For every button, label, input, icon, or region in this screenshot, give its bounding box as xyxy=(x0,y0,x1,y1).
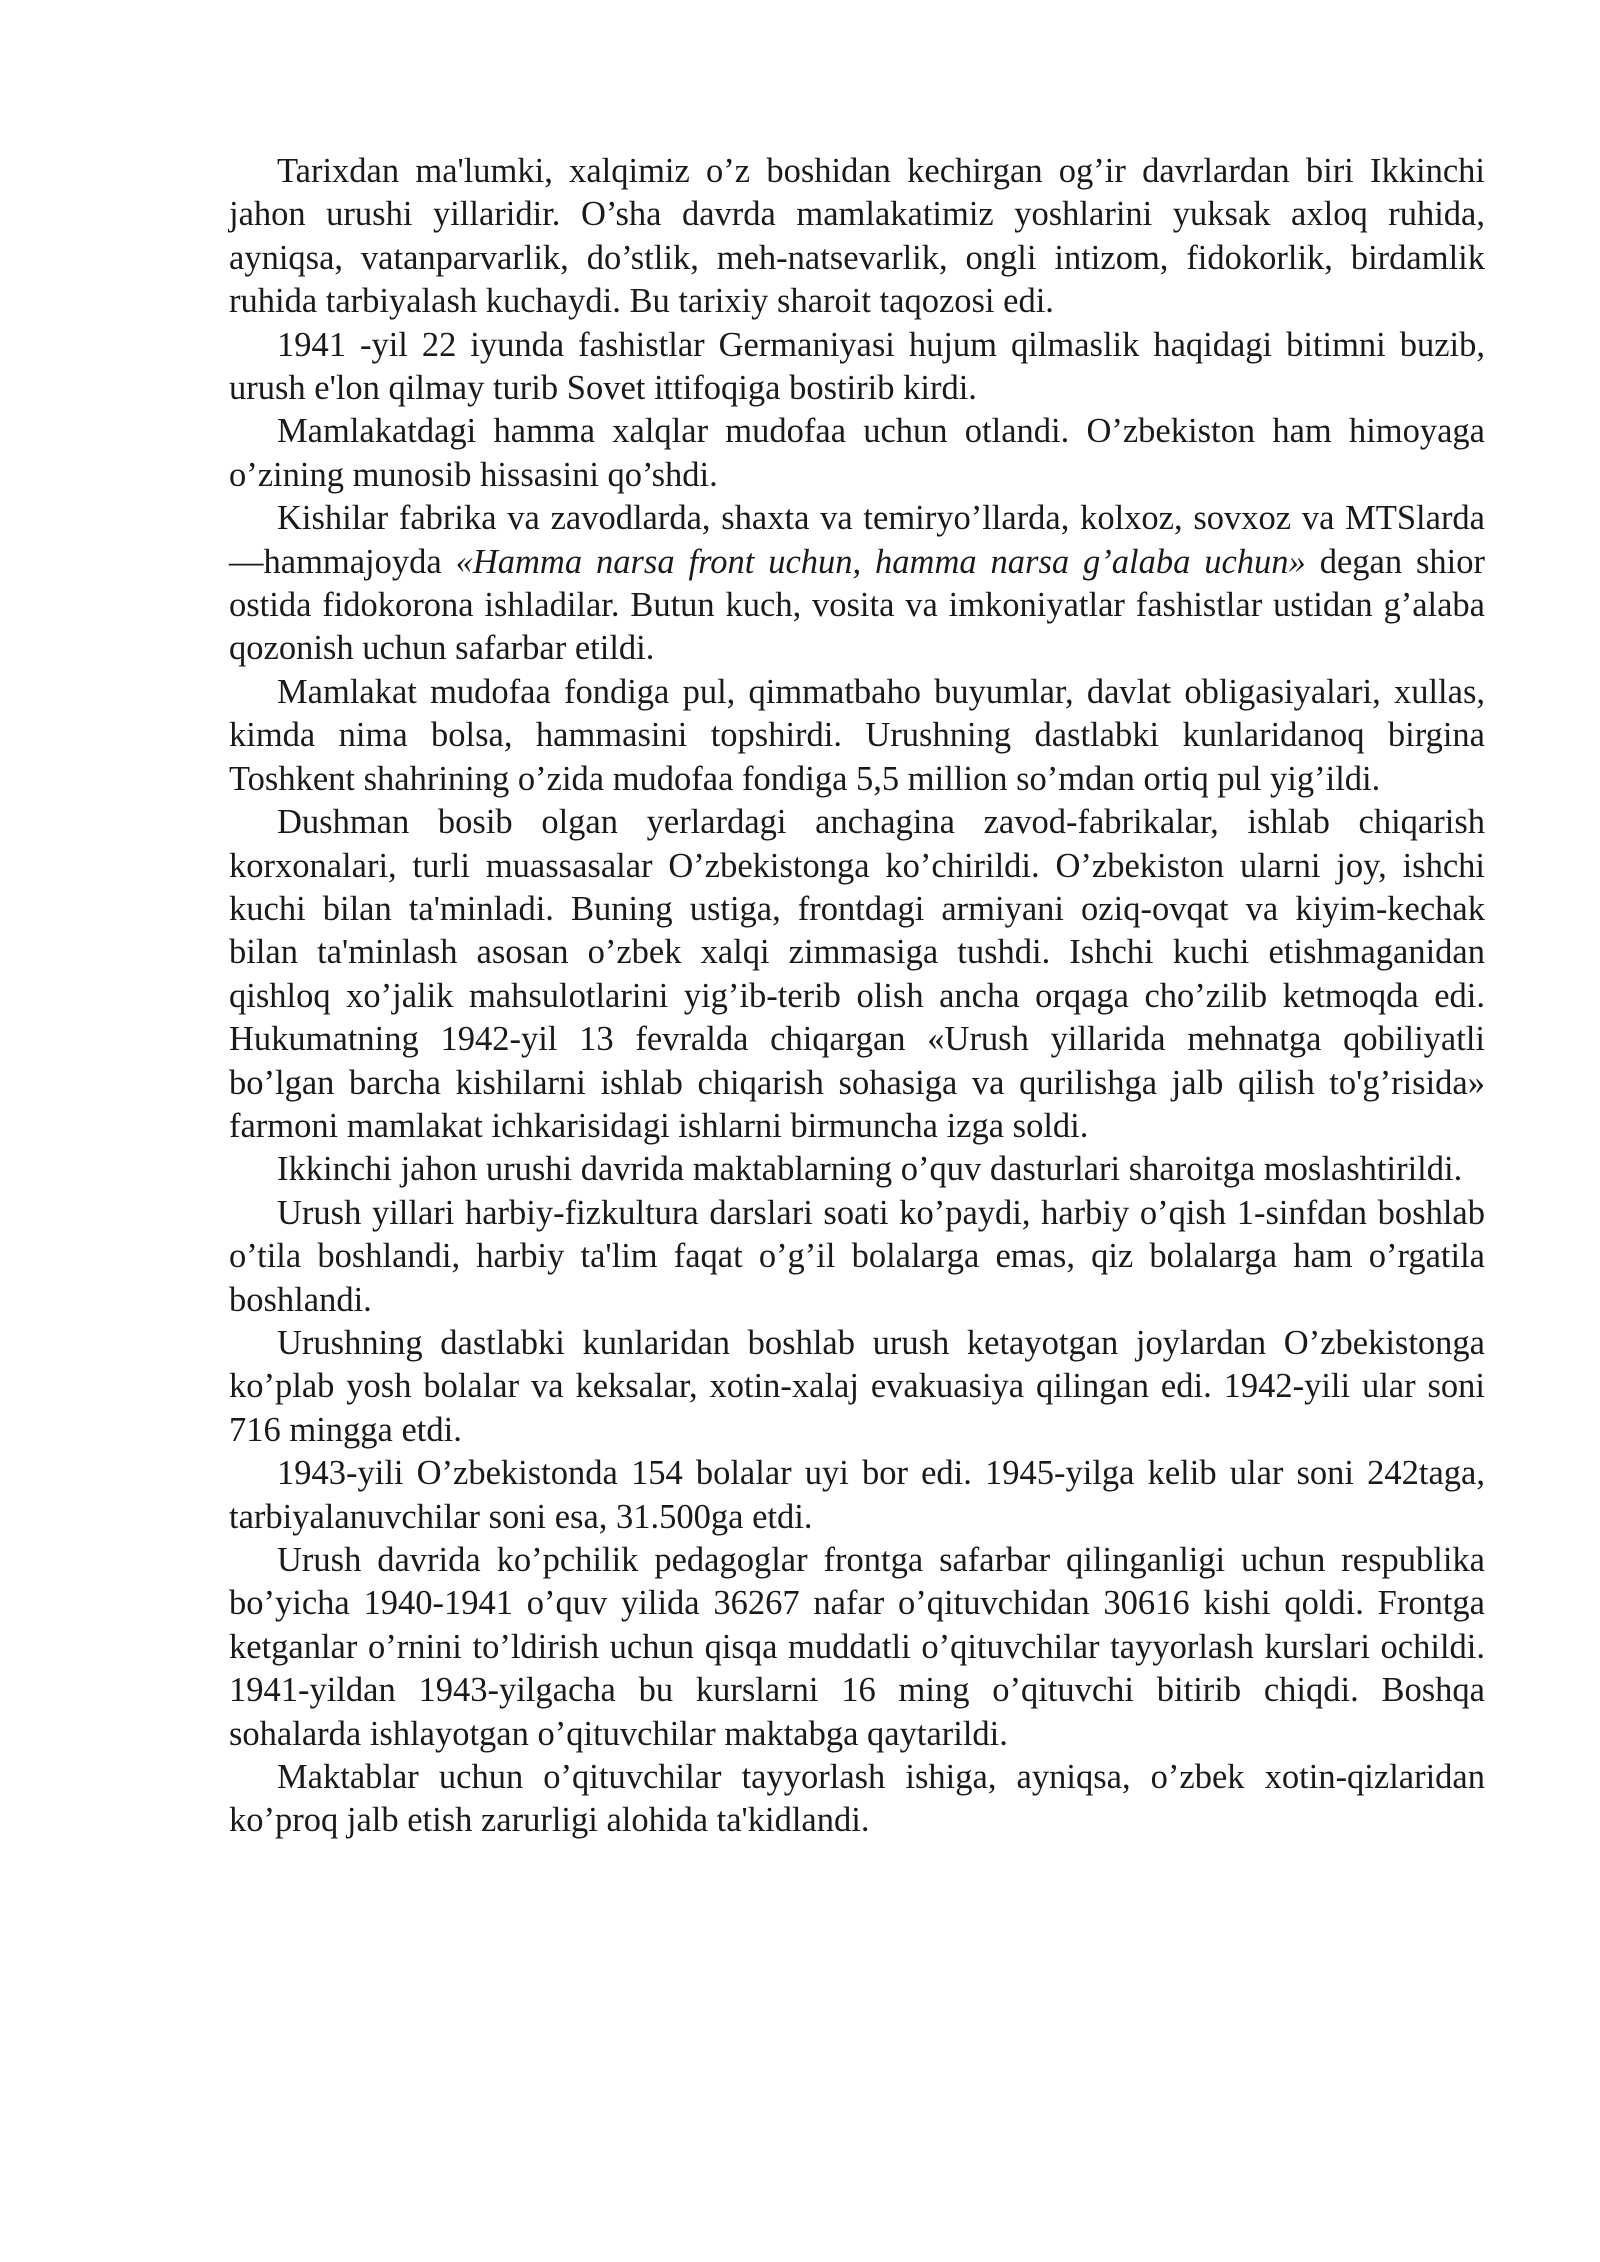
paragraph-5: Mamlakat mudofaa fondiga pul, qimmatbaho buyumlar, davlat obligasiyalari, xullas, kimda nima bolsa, hammasini topshirdi. Urushning dastlabki kunlaridanoq birgina Toshkent shahrining o’zida mudofaa fondiga 5,5 million so’mdan ortiq pul yig’ildi. xyxy=(229,672,1485,798)
paragraph-8: Urush yillari harbiy-fizkultura darslari soati ko’paydi, harbiy o’qish 1-sinfdan boshlab o’tila boshlandi, harbiy ta'lim faqat o’g’il bolalarga emas, qiz bolalarga ham o’rgatila boshlandi. xyxy=(229,1193,1485,1319)
paragraph-2: 1941 -yil 22 iyunda fashistlar Germaniyasi hujum qilmaslik haqidagi bitimni buzib, urush e'lon qilmay turib Sovet ittifoqiga bostirib kirdi. xyxy=(229,325,1485,408)
paragraph-3: Mamlakatdagi hamma xalqlar mudofaa uchun otlandi. O’zbekiston ham himoyaga o’zining munosib hissasini qo’shdi. xyxy=(229,412,1485,494)
paragraph-9: Urushning dastlabki kunlaridan boshlab urush ketayotgan joylardan O’zbekistonga ko’plab yosh bolalar va keksalar, xotin-xalaj evakuasiya qilingan edi. 1942-yili ular soni 716 mingga etdi. xyxy=(229,1323,1485,1449)
paragraph-7: Ikkinchi jahon urushi davrida maktablarning o’quv dasturlari sharoitga moslashtirildi. xyxy=(277,1150,1463,1189)
paragraph-1: Tarixdan ma'lumki, xalqimiz o’z boshidan kechirgan og’ir davrlardan biri Ikkinchi jahon urushi yillaridir. O’sha davrda mamlakatimiz yoshlarini yuksak axloq ruhida, ayniqsa, vatanparvarlik, do’stlik, meh-natsevarlik, ongli intizom, fidokorlik, birdamlik ruhida tarbiyalash kuchaydi. Bu tarixiy sharoit taqozosi edi. xyxy=(229,152,1485,321)
slogan-quote: «Hamma narsa front uchun, hamma narsa g’alaba uchun» xyxy=(455,542,1306,581)
paragraph-4 xyxy=(229,497,1485,671)
document-page xyxy=(229,150,1485,1843)
paragraph-4-tail: degan shior ostida fidokorona ishladilar. Butun kuch, vosita va imkoniyatlar fashistlar ustidan g’alaba qozonish uchun safarbar etildi. xyxy=(229,542,1485,668)
paragraph-6: Dushman bosib olgan yerlardagi anchagina zavod-fabrikalar, ishlab chiqarish korxonalari, turli muassasalar O’zbekistonga ko’chirildi. O’zbekiston ularni joy, ishchi kuchi bilan ta'minladi. Buning ustiga, frontdagi armiyani oziq-ovqat va kiyim-kechak bilan ta'minlash asosan o’zbek xalqi zimmasiga tushdi. Ishchi kuchi etishmaganidan qishloq xo’jalik mahsulotlarini yig’ib-terib olish ancha orqaga cho’zilib ketmoqda edi. Hukumatning 1942-yil 13 fevralda chiqargan «Urush yillarida mehnatga qobiliyatli bo’lgan barcha kishilarni ishlab chiqarish sohasiga va qurilishga jalb qilish to'g’risida» farmoni mamlakat ichkarisidagi ishlarni birmuncha izga soldi. xyxy=(229,803,1485,1145)
paragraph-11: Urush davrida ko’pchilik pedagoglar frontga safarbar qilinganligi uchun respublika bo’yicha 1940-1941 o’quv yilida 36267 nafar o’qituvchidan 30616 kishi qoldi. Frontga ketganlar o’rnini to’ldirish uchun qisqa muddatli o’qituvchilar tayyorlash kurslari ochildi. 1941-yildan 1943-yilgacha bu kurslarni 16 ming o’qituvchi bitirib chiqdi. Boshqa sohalarda ishlayotgan o’qituvchilar maktabga qaytarildi. xyxy=(229,1541,1485,1753)
paragraph-10: 1943-yili O’zbekistonda 154 bolalar uyi bor edi. 1945-yilga kelib ular soni 242taga, tarbiyalanuvchilar soni esa, 31.500ga etdi. xyxy=(229,1454,1485,1536)
paragraph-4-lead: Kishilar fabrika va zavodlarda, shaxta va temiryo’llarda, kolxoz, sovxoz va MTSlarda—hammajoyda xyxy=(229,499,1485,581)
paragraph-12: Maktablar uchun o’qituvchilar tayyorlash ishiga, ayniqsa, o’zbek xotin-qizlaridan ko’proq jalb etish zarurligi alohida ta'kidlandi. xyxy=(229,1758,1485,1840)
